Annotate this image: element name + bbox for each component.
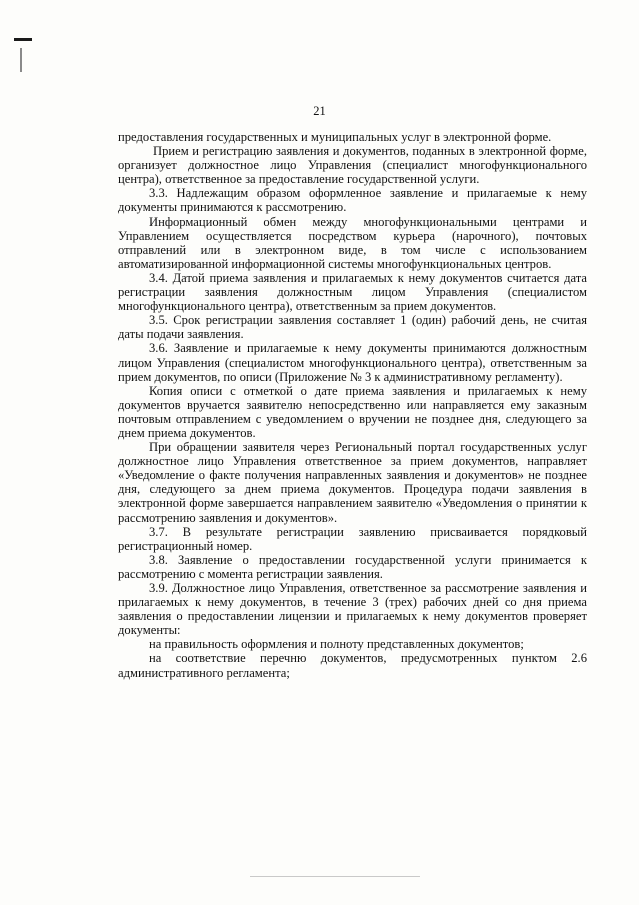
paragraph-inventory-copy: Копия описи с отметкой о дате приема заявления и прилагаемых к нему документов вручается заявителю непосредственно или направляется ему заказным почтовым отправлением с уведомлением о вручении не позднее дня, следующего за днем приема документов.: [118, 383, 587, 440]
paragraph-3-8: 3.8. Заявление о предоставлении государственной услуги принимается к рассмотрению с момента регистрации заявления.: [118, 552, 587, 581]
page-number: 21: [313, 104, 326, 118]
paragraph-information-exchange: Информационный обмен между многофункциональными центрами и Управлением осуществляется посредством курьера (нарочного), почтовых отправлений или в электронном виде, в том числе с использованием автоматизированной информационной системы многофункциональных центров.: [118, 214, 587, 271]
paragraph-3-9: 3.9. Должностное лицо Управления, ответственное за рассмотрение заявления и прилагаемых к нему документов, в течение 3 (трех) рабочих дней со дня приема заявления о предоставлении лицензии и прилагаемых к нему документов проверяет документы:: [118, 581, 587, 638]
paragraph-continuation: предоставления государственных и муниципальных услуг в электронной форме.: [118, 130, 552, 144]
paragraph-3-4: 3.4. Датой приема заявления и прилагаемых к нему документов считается дата регистрации заявления должностным лицом Управления (специалистом многофункционального центра), ответственным за прием документов.: [118, 270, 587, 314]
paragraph-regional-portal: При обращении заявителя через Региональный портал государственных услуг должностное лицо Управления ответственное за прием документов, направляет «Уведомление о факте получения направленных заявления и документов» не позднее дня, следующего за днем приема документов. Процедура подачи заявления в электронной форме завершается направлением заявителю «Уведомления о принятии к рассмотрению заявления и документов».: [118, 440, 587, 525]
paragraph-3-7: 3.7. В результате регистрации заявлению присваивается порядковый регистрационный номер.: [118, 524, 587, 553]
binder-clip-stub: [20, 48, 22, 72]
binder-clip-bar: [14, 38, 32, 41]
paragraph-check-compliance: на соответствие перечню документов, предусмотренных пунктом 2.6 административного регламента;: [118, 651, 587, 680]
binder-clip-mark: [14, 38, 32, 76]
paragraph-electronic-registration: Прием и регистрацию заявления и документов, поданных в электронной форме, организует должностное лицо Управления (специалист многофункционального центра), ответственное за предоставление государственной услуги.: [118, 144, 587, 187]
paragraph-3-6: 3.6. Заявление и прилагаемые к нему документы принимаются должностным лицом Управления (специалистом многофункционального центра), ответственным за прием документов, по описи (Приложение № 3 к административному регламенту).: [118, 341, 587, 384]
paragraph-3-3: 3.3. Надлежащим образом оформленное заявление и прилагаемые к нему документы принимаются к рассмотрению.: [118, 186, 587, 215]
body-text: [118, 130, 587, 680]
paragraph-3-5: 3.5. Срок регистрации заявления составляет 1 (один) рабочий день, не считая даты подачи заявления.: [118, 313, 587, 342]
scan-edge-line: [250, 876, 420, 877]
paragraph-check-correctness: на правильность оформления и полноту представленных документов;: [149, 637, 524, 652]
